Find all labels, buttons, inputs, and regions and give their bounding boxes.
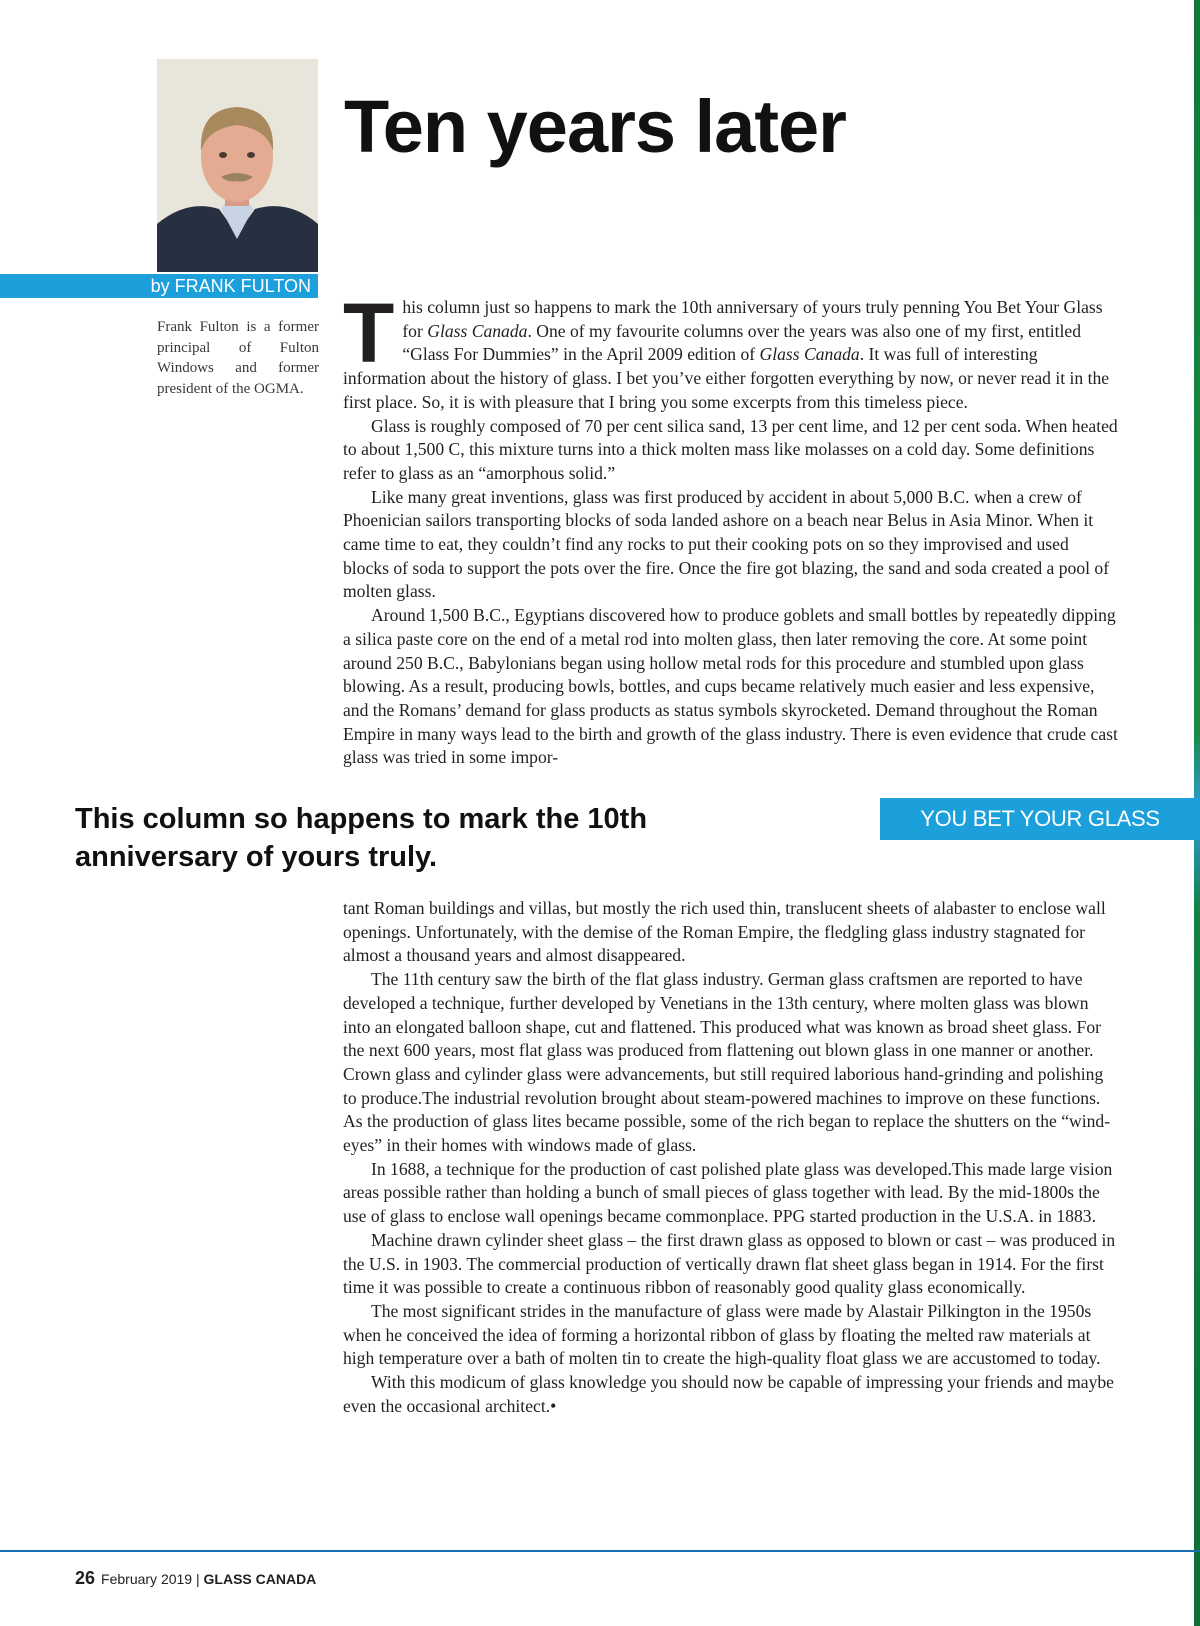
article-body-column-1 <box>343 286 1119 770</box>
magazine-name: GLASS CANADA <box>203 1571 317 1587</box>
body-paragraph: Glass is roughly composed of 70 per cent silica sand, 13 per cent lime, and 12 per cent soda. When heated to about 1,500 C, this mixture turns into a thick molten mass like molasses on a cold day. Some definitions refer to glass as an “amorphous solid.” <box>343 415 1118 483</box>
pull-quote: This column so happens to mark the 10th anniversary of yours truly. <box>75 803 648 873</box>
footer-rule <box>0 1550 1200 1552</box>
author-photo <box>157 59 318 272</box>
article-body-column-2 <box>343 897 1119 1418</box>
byline: by FRANK FULTON <box>0 274 318 298</box>
page-number: 26 <box>75 1568 96 1588</box>
body-paragraph: With this modicum of glass knowledge you should now be capable of impressing your friends and maybe even the occasional architect.• <box>343 1372 1114 1416</box>
body-paragraph: Like many great inventions, glass was first produced by accident in about 5,000 B.C. when a crew of Phoenician sailors transporting blocks of soda landed ashore on a beach near Belus in Asia Minor. When it came time to eat, they couldn’t find any rocks to put their cooking pots on so they improvised and used blocks of soda to support the pots over the fire. Once the fire got blazing, the sand and soda created a pool of molten glass. <box>343 486 1110 602</box>
body-paragraph: Machine drawn cylinder sheet glass – the first drawn glass as opposed to blown or cast – was produced in the U.S. in 1903. The commercial production of vertically drawn flat sheet glass began in 1914. For the first time it was possible to create a continuous ribbon of reasonably good quality glass economically. <box>343 1229 1116 1298</box>
issue-date: February 2019 | <box>101 1571 204 1587</box>
lead-paragraph: This column just so happens to mark the 10th anniversary of yours truly penning You Bet Your Glass for Glass Canada. One of my favourite columns over the years was also one of my first, entitled “Glass For Dummies” in the April 2009 edition of Glass Canada. It was full of interesting information about the history of glass. I bet you’ve either forgotten everything by now, or never read it in the first place. So, it is with pleasure that I bring you some excerpts from this timeless piece. <box>343 286 1110 412</box>
body-paragraph: The most significant strides in the manufacture of glass were made by Alastair Pilkington in the 1950s when he conceived the idea of forming a horizontal ribbon of glass by floating the melted raw materials at high temperature over a bath of molten tin to create the high-quality float glass we are accustomed to today. <box>343 1300 1101 1369</box>
body-paragraph: Around 1,500 B.C., Egyptians discovered how to produce goblets and small bottles by repeatedly dipping a silica paste core on the end of a metal rod into molten glass, then later removing the core. At some point around 250 B.C., Babylonians began using hollow metal rods for this procedure and stumbled upon glass blowing. As a result, producing bowls, bottles, and cups became relatively much easier and less expensive, and the Romans’ demand for glass products as status symbols skyrocketed. Demand throughout the Roman Empire in many ways lead to the birth and growth of the glass industry. There is even evidence that crude cast glass was tried in some impor- <box>343 605 1118 768</box>
body-paragraph: The 11th century saw the birth of the flat glass industry. German glass craftsmen are reported to have developed a technique, further developed by Venetians in the 13th century, where molten glass was blown into an elongated balloon shape, cut and flattened. This produced what was known as broad sheet glass. For the next 600 years, most flat glass was produced from flattening out blown glass in one manner or another. Crown glass and cylinder glass were advancements, but still required laborious hand-grinding and polishing to produce.The industrial revolution brought about steam-powered machines to improve on these functions. As the production of glass lites became possible, some of the rich began to replace the shutters on the “wind-eyes” in their homes with windows made of glass. <box>343 969 1111 1156</box>
body-paragraph: In 1688, a technique for the production of cast polished plate glass was developed.This made large vision areas possible rather than holding a bunch of small pieces of glass together with lead. By the mid-1800s the use of glass to enclose wall openings became commonplace. PPG started production in the U.S.A. in 1883. <box>343 1158 1113 1227</box>
page-footer <box>75 1568 316 1589</box>
drop-cap: T <box>343 286 395 380</box>
section-tab: YOU BET YOUR GLASS <box>880 798 1200 840</box>
author-bio: Frank Fulton is a former principal of Fulton Windows and former president of the OGMA. <box>157 319 319 397</box>
article-headline: Ten years later <box>344 85 846 168</box>
body-paragraph: tant Roman buildings and villas, but mostly the rich used thin, translucent sheets of alabaster to enclose wall openings. Unfortunately, with the demise of the Roman Empire, the fledgling glass industry stagnated for almost a thousand years and almost disappeared. <box>343 898 1106 966</box>
